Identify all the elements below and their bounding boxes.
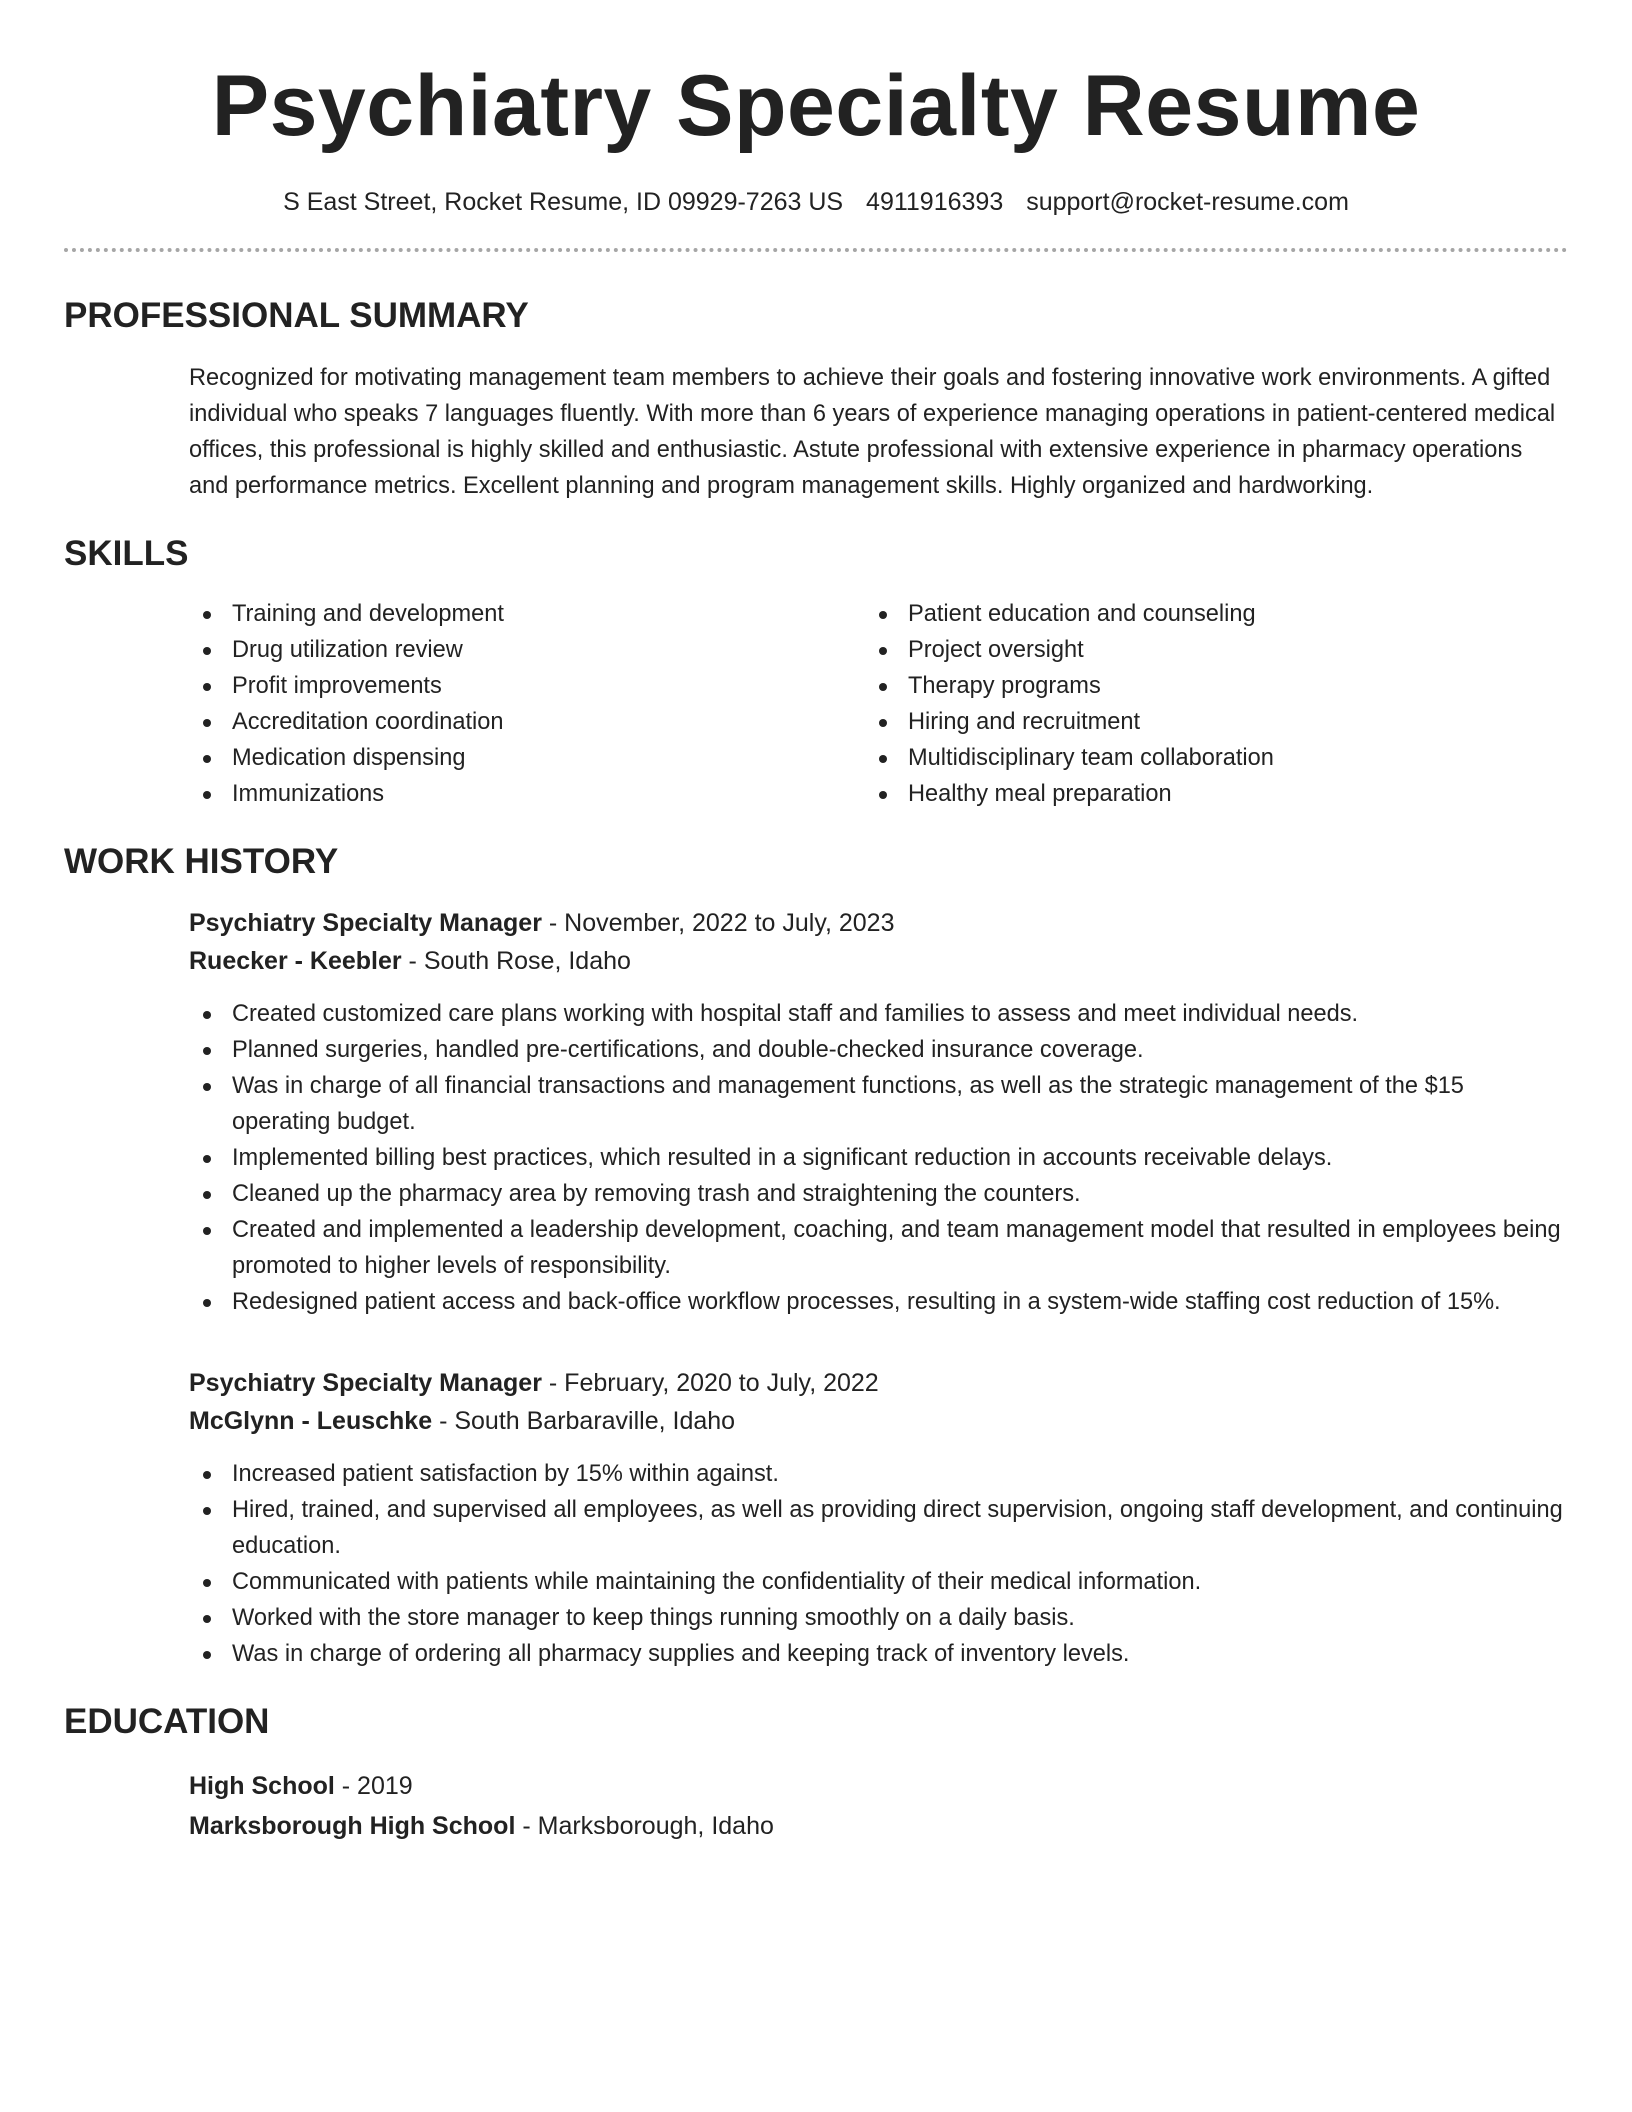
skill-item: Accreditation coordination [189,704,865,740]
education-degree-line [189,1766,1568,1806]
job-bullet: Increased patient satisfaction by 15% within against. [189,1456,1568,1492]
work-history-heading: WORK HISTORY [64,842,339,881]
education-heading: EDUCATION [64,1702,270,1741]
job-bullet: Created customized care plans working with hospital staff and families to assess and meet individual needs. [189,996,1568,1032]
skill-item: Immunizations [189,776,865,812]
summary-text: Recognized for motivating management team members to achieve their goals and fostering innovative work environments. A gifted individual who speaks 7 languages fluently. With more than 6 years of experience managing operations in patient-centered medical offices, this professional is highly skilled and enthusiastic. Astute professional with extensive experience in pharmacy operations and performance metrics. Excellent planning and program management skills. Highly organized and hardworking. [189,365,1556,499]
skill-item: Patient education and counseling [865,596,1568,632]
job-company-line [189,942,1568,980]
job-dates: - November, 2022 to July, 2023 [541,909,895,937]
header-divider [64,248,1568,252]
education-location: - Marksborough, Idaho [515,1812,774,1840]
skills-heading: SKILLS [64,534,189,573]
job-position-line [189,1364,1568,1402]
resume-title: Psychiatry Specialty Resume [211,58,1421,154]
job-dates: - February, 2020 to July, 2022 [541,1369,879,1397]
skills-list-right [865,596,1568,812]
job-location: - South Rose, Idaho [401,947,631,975]
education-school-line [189,1806,1568,1846]
skill-item: Project oversight [865,632,1568,668]
education-school: Marksborough High School [189,1812,516,1840]
skills-grid [189,596,1568,812]
job-bullet: Implemented billing best practices, which resulted in a significant reduction in accounts receivable delays. [189,1140,1568,1176]
summary-heading: PROFESSIONAL SUMMARY [64,296,529,335]
skill-item: Multidisciplinary team collaboration [865,740,1568,776]
job-bullet-list [189,996,1568,1320]
job-bullet: Created and implemented a leadership development, coaching, and team management model that resulted in employees being promoted to higher levels of responsibility. [189,1212,1568,1284]
job-bullet: Redesigned patient access and back-office workflow processes, resulting in a system-wide staffing cost reduction of 15%. [189,1284,1568,1320]
education-year: - 2019 [334,1772,413,1800]
contact-address: S East Street, Rocket Resume, ID 09929-7263 US [283,188,844,216]
job-company-line [189,1402,1568,1440]
job-bullet: Cleaned up the pharmacy area by removing trash and straightening the counters. [189,1176,1568,1212]
job-position: Psychiatry Specialty Manager [189,909,542,937]
job-bullet: Communicated with patients while maintaining the confidentiality of their medical information. [189,1564,1568,1600]
job-bullet-list [189,1456,1568,1672]
job-company: Ruecker - Keebler [189,947,402,975]
contact-line [64,186,1568,218]
education-entry [189,1766,1568,1846]
job-bullet: Was in charge of ordering all pharmacy supplies and keeping track of inventory levels. [189,1636,1568,1672]
skill-item: Therapy programs [865,668,1568,704]
job-position-line [189,904,1568,942]
job-entry [189,1364,1568,1672]
skill-item: Training and development [189,596,865,632]
skill-item: Hiring and recruitment [865,704,1568,740]
job-entry [189,904,1568,1320]
job-bullet: Was in charge of all financial transactions and management functions, as well as the strategic management of the $15 operating budget. [189,1068,1568,1140]
job-position: Psychiatry Specialty Manager [189,1369,542,1397]
education-degree: High School [189,1772,335,1800]
skills-list-left [189,596,865,812]
contact-phone: 4911916393 [866,188,1004,216]
skill-item: Medication dispensing [189,740,865,776]
contact-email: support@rocket-resume.com [1026,188,1349,216]
skill-item: Drug utilization review [189,632,865,668]
job-location: - South Barbaraville, Idaho [432,1407,736,1435]
job-bullet: Planned surgeries, handled pre-certifications, and double-checked insurance coverage. [189,1032,1568,1068]
skill-item: Profit improvements [189,668,865,704]
skill-item: Healthy meal preparation [865,776,1568,812]
job-company: McGlynn - Leuschke [189,1407,433,1435]
job-bullet: Worked with the store manager to keep things running smoothly on a daily basis. [189,1600,1568,1636]
job-bullet: Hired, trained, and supervised all employees, as well as providing direct supervision, ongoing staff development, and continuing education. [189,1492,1568,1564]
